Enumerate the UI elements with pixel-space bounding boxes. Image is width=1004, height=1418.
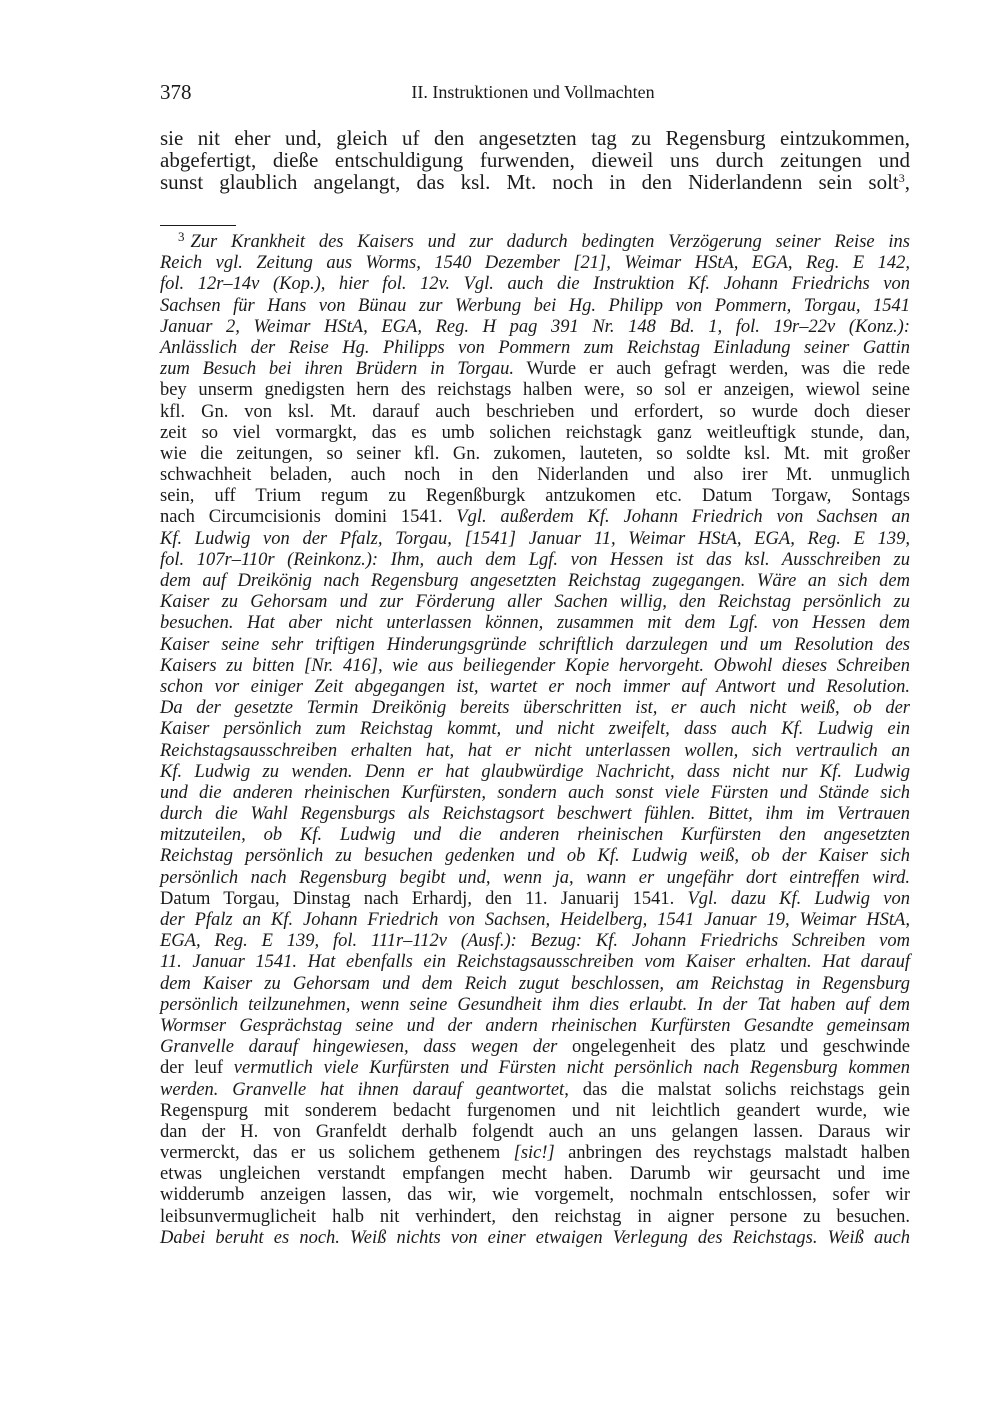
footnote-line [160,952,910,973]
italic-text: Kf. Ludwig zu wenden. Denn er hat glaubwürdige Nachricht, dass nicht nur Kf. Ludwig [160,761,910,782]
footnote-reference[interactable]: 3 [898,171,905,185]
text-segment: vermerckt, das er us solichem gethenem [160,1143,514,1164]
running-head: II. Instruktionen und Vollmachten [411,82,655,102]
footnote-line [160,1016,910,1037]
text-segment: sunst glaublich angelangt, das ksl. Mt. noch in den Niderlandenn sein solt [160,170,899,194]
footnote-line [160,1080,910,1101]
text-segment: sie nit eher und, gleich uf den angesetzten tag zu Regensburg eintzukommen, [160,126,910,150]
text-segment: schwachheit beladen, auch noch in den Niderlanden und also irer Mt. unmuglich [160,465,910,486]
text-segment: der leuf [160,1058,234,1079]
text-segment: bey unserm gnedigsten hern des reichstags halben were, so sol er anzeigen, wiewol seine [160,380,910,401]
italic-text: mitzuteilen, ob Kf. Ludwig und die anderen rheinischen Kurfürsten den angesetzten [160,825,910,846]
text-segment: Wurde er auch gefragt werden, was die rede [514,359,910,380]
footnote-line [160,229,910,253]
italic-text: [sic!] [513,1143,555,1164]
italic-text: fol. 107r–110r (Reinkonz.): Ihm, auch dem Lgf. von Hessen ist das ksl. Ausschreiben zu [160,549,910,570]
italic-text: Kaiser persönlich zum Reichstag kommt, und nicht zweifelt, dass auch Kf. Ludwig ein [160,719,910,740]
italic-text: Kaiser zu Gehorsam und zur Förderung aller Sachen willig, den Reichstag persönlich zu [160,592,910,613]
text-segment: , das die malstat solichs reichstags gein [564,1079,910,1100]
footnote-line [160,1164,910,1185]
footnote-line [160,825,910,846]
italic-text: und die anderen rheinischen Kurfürsten, sondern auch sonst viele Fürsten und Stände sich [160,782,910,803]
footnote-line [160,444,910,465]
footnote-line [160,486,910,507]
footnote-line [160,253,910,274]
footnote-line [160,423,910,444]
footnote-line [160,465,910,486]
footnote-line [160,974,910,995]
text-segment: abgefertigt, dieße entschuldigung furwenden, dieweil uns durch zeitungen und [160,148,910,172]
italic-text: Reichstagsausschreiben erhalten hat, hat er nicht unterlassen wollen, sich vertraulich an [160,740,910,761]
italic-text: Vgl. außerdem Kf. Johann Friedrich von Sachsen an [442,507,910,528]
text-segment: etwas ungleichen verstandt empfangen mecht haben. Darumb wir geursacht und ime [160,1164,910,1185]
footnote-line [160,741,910,762]
italic-text: dem Kaiser zu Gehorsam und dem Reich zugut beschlossen, am Reichstag in Regensburg [160,973,910,994]
italic-text: Kaisers zu bitten [Nr. 416], wie aus beiliegender Kopie hervorgeht. Obwohl dieses Schreiben [160,655,910,676]
italic-text: 11. Januar 1541. Hat ebenfalls ein Reichstagsausschreiben vom Kaiser erhalten. Hat darauf [160,952,910,973]
italic-text: EGA, Reg. E 139, fol. 111r–112v (Ausf.): Bezug: Kf. Johann Friedrichs Schreiben vom [160,931,910,952]
italic-text: Sachsen für Hans von Bünau zur Werbung bei Hg. Philipp von Pommern, Torgau, 1541 [160,295,910,316]
text-line [160,149,910,171]
italic-text: Kaiser seine sehr triftigen Hinderungsgründe schriftlich darzulegen und um Resolution des [160,634,910,655]
italic-text: schon vor einiger Zeit abgegangen ist, wartet er noch immer auf Antwort und Resolution. [160,676,910,697]
text-line [160,127,910,149]
footnote-line [160,931,910,952]
footnote-marker: 3 [178,229,185,244]
footnote-line [160,274,910,295]
italic-text: der Pfalz an Kf. Johann Friedrich von Sachsen, Heidelberg, 1541 Januar 19, Weimar HStA, [160,910,910,930]
italic-text: durch die Wahl Regensburgs als Reichstagsort beschwert fühlen. Bittet, ihm im Vertrauen [160,804,910,825]
italic-text: Granvelle darauf hingewiesen, dass wegen der [160,1037,558,1058]
italic-text: Kf. Ludwig von der Pfalz, Torgau, [1541] Januar 11, Weimar HStA, EGA, Reg. E 139, [160,528,910,549]
italic-text: Vgl. dazu Kf. Ludwig von [674,888,910,909]
italic-text: persönlich nach Regensburg begibt und, wenn ja, wann er ungefähr dort eintreffen wird. [160,867,910,888]
footnote-line [160,656,910,677]
footnote-3 [160,229,911,1249]
italic-text: Da der gesetzte Termin Dreikönig bereits überschritten ist, er auch nicht weiß, ob der [160,698,910,719]
text-segment: kfl. Gn. von ksl. Mt. darauf auch beschrieben und erfordert, so wurde doch dieser [160,401,910,422]
text-segment: Regenspurg mit sonderem bedacht furgenomen und nit leichtlich geandert wurde, wie [160,1100,910,1121]
main-text [160,127,910,193]
footnote-line [160,762,910,783]
footnote-line [160,804,910,825]
footnote-line [160,380,910,401]
footnote-separator-rule [160,225,236,226]
footnote-line [160,338,910,359]
footnote-line [160,1037,910,1058]
footnote-line [160,359,910,380]
italic-text: Zur Krankheit des Kaisers und zur dadurch bedingten Verzögerung seiner Reise ins [190,232,910,252]
text-segment: dan der H. von Granfeldt derhalb folgendt auch an uns gelangen lassen. Daraus wir [160,1121,910,1142]
footnote-line [160,507,910,528]
italic-text: zum Besuch bei ihren Brüdern in Torgau. [160,359,515,380]
footnote-line [160,296,910,317]
footnote-line [160,995,910,1016]
italic-text: vermutlich viele Kurfürsten und Fürsten nicht persönlich nach Regensburg kommen [233,1058,910,1079]
footnote-line [160,783,910,804]
text-segment: ongelegenheit des platz und geschwinde [557,1037,910,1058]
text-segment: Datum Torgau, Dinstag nach Erhardj, den 11. Januarij 1541. [160,888,675,909]
italic-text: Anlässlich der Reise Hg. Philipps von Pommern zum Reichstag Einladung seiner Gattin [160,337,910,358]
footnote-line [160,571,910,592]
footnote-line [160,635,910,656]
italic-text: Dabei beruht es noch. Weiß nichts von einer etwaigen Verlegung des Reichstags. Weiß auch [160,1227,910,1248]
footnote-line [160,846,910,867]
footnote-line [160,529,910,550]
footnote-line [160,1101,910,1122]
footnote-line [160,910,910,931]
footnote-line [160,677,910,698]
text-segment: leibsunvermuglicheit halb nit verhindert, den reichstag in aigner persone zu besuchen. [160,1206,910,1227]
italic-text: persönlich teilzunehmen, wenn seine Gesundheit ihm dies erlaubt. In der Tat haben auf dem [160,994,910,1015]
text-segment: anbringen des reychstags malstadt halben [554,1143,911,1164]
italic-text: Reichstag persönlich zu besuchen gedenken und ob Kf. Ludwig weiß, ob der Kaiser sich [160,846,910,867]
footnote-line [160,1207,910,1228]
text-segment: , [904,170,910,194]
page-number: 378 [160,80,192,104]
italic-text: Januar 2, Weimar HStA, EGA, Reg. H pag 391 Nr. 148 Bd. 1, fol. 19r–22v (Konz.): [160,316,910,337]
footnote-line [160,613,910,634]
footnote-line [160,317,910,338]
footnote-line [160,592,910,613]
footnote-line [160,889,910,910]
text-segment: nach Circumcisionis domini 1541. [160,507,443,528]
footnote-line [160,1228,910,1249]
footnote-line [160,402,910,423]
footnote-line [160,868,910,889]
footnote-line [160,719,910,740]
footnote-line [160,1143,910,1164]
italic-text: werden. Granvelle hat ihnen darauf geantwortet [160,1079,565,1100]
text-segment: zeit so viel vormargkt, das es umb solichen reichstagk ganz weitleuftigk stunde, dan, [160,422,910,443]
italic-text: besuchen. Hat aber nicht unterlassen können, zusammen mit dem Lgf. von Hessen dem [160,613,910,634]
italic-text: Wormser Gesprächstag seine und der andern rheinischen Kurfürsten Gesandte gemeinsam [160,1015,910,1036]
text-segment: widderumb anzeigen lassen, das wir, wie vorgemelt, nochmaln entschlossen, sofer wir [160,1185,910,1206]
text-segment: sein, uff Trium regum zu Regenßburgk antzukomen etc. Datum Torgaw, Sontags [160,486,910,507]
italic-text: Reich vgl. Zeitung aus Worms, 1540 Dezember [21], Weimar HStA, EGA, Reg. E 142, [160,253,910,274]
footnote-line [160,1122,910,1143]
italic-text: dem auf Dreikönig nach Regensburg angesetzten Reichstag zugegangen. Wäre an sich dem [160,571,910,591]
text-line [160,171,910,193]
text-segment: wie die zeitungen, so seiner kfl. Gn. zukomen, lauteten, so soldte ksl. Mt. mit großer [160,443,910,464]
italic-text: fol. 12r–14v (Kop.), hier fol. 12v. Vgl. auch die Instruktion Kf. Johann Friedrichs von [160,274,910,295]
footnote-line [160,698,910,719]
footnote-line [160,550,910,571]
footnote-line [160,1185,910,1206]
footnote-line [160,1058,910,1079]
